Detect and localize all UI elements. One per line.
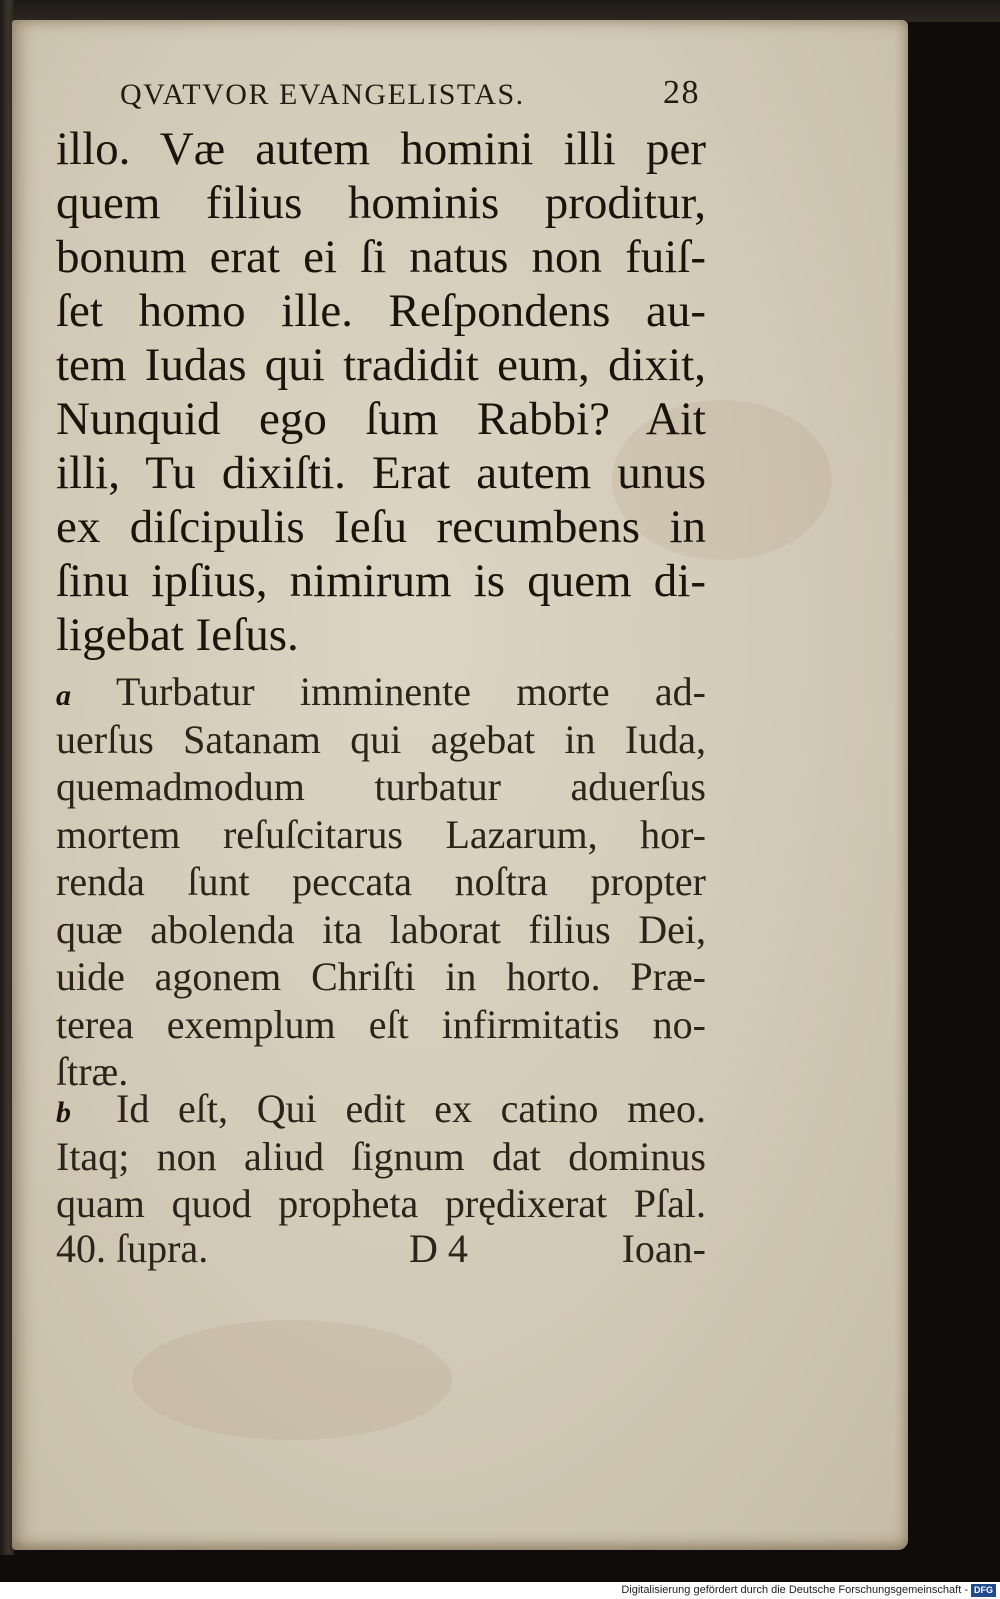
- annotation-line: uerſus Satanam qui agebat in Iuda,: [56, 716, 706, 762]
- page-number: 28: [663, 74, 700, 111]
- annotation-line: quæ abolenda ita laborat filius Dei,: [56, 906, 706, 952]
- annotation-line: Id eſt, Qui edit ex catino meo.: [116, 1086, 706, 1131]
- text-line: ſet homo ille. Reſpondens au-: [56, 285, 706, 337]
- text-line: ligebat Ieſus.: [56, 609, 299, 661]
- signature-mark: D 4: [409, 1226, 468, 1271]
- annotation-line: uide agonem Chriſti in horto. Præ-: [56, 954, 706, 999]
- text-line: ex diſcipulis Ieſu recumbens in: [56, 501, 706, 553]
- catchword: Ioan-: [621, 1226, 706, 1271]
- annotation-line: terea exemplum eſt infirmitatis no-: [56, 1001, 706, 1047]
- paper-stain: [132, 1320, 452, 1440]
- annotation-marker: a: [56, 679, 71, 712]
- dfg-logo: DFG: [971, 1584, 996, 1597]
- annotation-line: Turbatur imminente morte ad-: [116, 669, 706, 714]
- annotation-line: mortem reſuſcitarus Lazarum, hor-: [56, 811, 706, 857]
- text-line: illo. Væ autem homini illi per: [56, 123, 706, 175]
- annotation-line: Itaq; non aliud ſignum dat dominus: [56, 1133, 706, 1179]
- annotation-line: ſtræ.: [56, 1049, 129, 1094]
- text-line: tem Iudas qui tradidit eum, dixit,: [56, 339, 706, 391]
- annotation-line: quam quod propheta prędixerat Pſal.: [56, 1181, 706, 1226]
- catchline: [56, 1225, 706, 1273]
- running-head-title: QVATVOR EVANGELISTAS.: [120, 78, 525, 111]
- running-head: [120, 74, 700, 118]
- book-top-edge: [0, 0, 1000, 22]
- annotation-line: renda ſunt peccata noſtra propter: [56, 859, 706, 904]
- text-line: illi, Tu dixiſti. Erat autem unus: [56, 447, 706, 499]
- annotation-a: [56, 668, 706, 1096]
- text-line: Nunquid ego ſum Rabbi? Ait: [56, 393, 706, 445]
- annotation-line: quemadmodum turbatur aduerſus: [56, 764, 706, 809]
- text-line: quem filius hominis proditur,: [56, 177, 706, 229]
- text-line: bonum erat ei ſi natus non fuiſ-: [56, 231, 706, 283]
- text-line: ſinu ipſius, nimirum is quem di-: [56, 555, 706, 607]
- main-text-block: [56, 122, 706, 662]
- catchline-text: 40. ſupra.: [56, 1226, 209, 1271]
- annotation-b: [56, 1085, 706, 1228]
- annotation-marker: b: [56, 1096, 71, 1129]
- digitization-credit: Digitalisierung gefördert durch die Deutsche Forschungsgemeinschaft -: [621, 1584, 968, 1596]
